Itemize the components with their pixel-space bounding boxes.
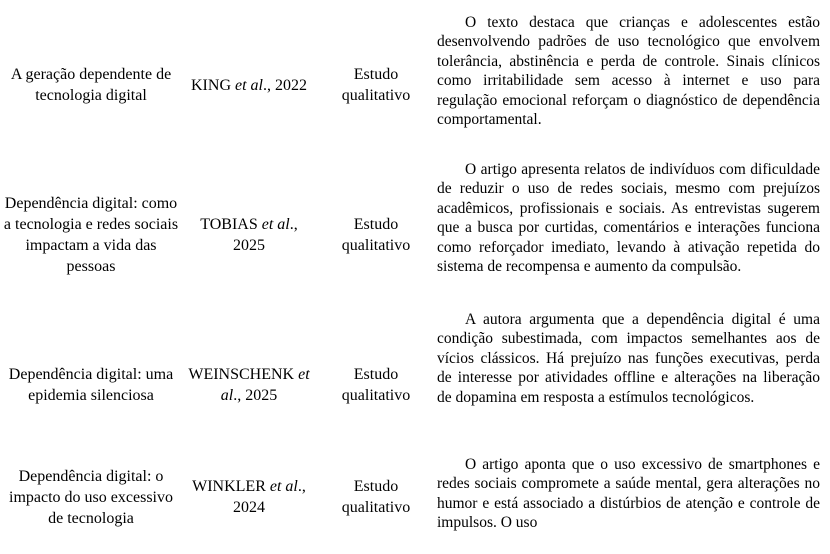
study-method-text: Estudo qualitativo — [341, 366, 411, 404]
study-title — [0, 160, 182, 310]
table-row — [0, 455, 830, 554]
study-author-text — [184, 364, 314, 406]
table-row — [0, 160, 830, 310]
author-etal: et al — [269, 478, 298, 495]
study-title — [0, 455, 182, 539]
study-title-text: A geração dependente de tecnologia digital — [10, 66, 172, 104]
author-year: ., 2025 — [233, 387, 278, 404]
study-title — [0, 310, 182, 460]
author-etal: et al — [220, 366, 310, 404]
author-etal: et al — [235, 76, 263, 94]
study-method-text: Estudo qualitativo — [341, 66, 411, 104]
study-title-text: Dependência digital: como a tecnologia e redes sociais impactam a vida das pessoas — [3, 195, 179, 275]
study-author — [182, 455, 316, 539]
author-name: WEINSCHENK — [188, 366, 295, 383]
author-name: KING — [191, 76, 231, 94]
study-author-text — [184, 476, 314, 518]
study-author — [182, 310, 316, 460]
author-name: TOBIAS — [200, 216, 258, 233]
study-author — [182, 10, 316, 160]
table-row — [0, 10, 830, 156]
author-year: ., 2022 — [263, 76, 307, 94]
author-year: ., 2025 — [233, 216, 298, 254]
author-etal: et al — [261, 216, 290, 233]
study-summary: O texto destaca que crianças e adolescentes estão desenvolvendo padrões de uso tecnológico que envolvem tolerância, abstinência e perda de controle. Sinais clínicos como irritabilidade sem acesso à internet e uso para regulação emocional reforçam o diagnóstico de dependência comportamental. — [437, 14, 820, 129]
author-name: WINKLER — [192, 478, 266, 495]
study-method-text: Estudo qualitativo — [341, 478, 411, 516]
study-method — [316, 10, 436, 160]
study-author-text — [191, 75, 307, 96]
study-method-text: Estudo qualitativo — [341, 216, 411, 254]
study-title-text: Dependência digital: uma epidemia silenciosa — [8, 366, 174, 404]
study-method — [316, 310, 436, 460]
study-method — [316, 455, 436, 539]
study-summary: O artigo aponta que o uso excessivo de smartphones e redes sociais compromete a saúde mental, gera alterações no humor e está associado a distúrbios de atenção e controle de impulsos. O uso — [437, 456, 820, 532]
study-title-text: Dependência digital: o impacto do uso excessivo de tecnologia — [9, 467, 173, 527]
study-summary: A autora argumenta que a dependência digital é uma condição subestimada, com impactos semelhantes aos de vícios clássicos. Há prejuízo nas funções executivas, perda de interesse por atividades offline e alterações na liberação de dopamina em resposta a estímulos tecnológicos. — [437, 311, 820, 406]
study-author — [182, 160, 316, 310]
study-summary: O artigo apresenta relatos de indivíduos com dificuldade de reduzir o uso de redes sociais, mesmo com prejuízos acadêmicos, profissionais e sociais. As entrevistas sugerem que a busca por curtidas, comentários e interações funciona como reforçador imediato, levando à ativação repetida do sistema de recompensa e aumento da compulsão. — [437, 161, 820, 276]
study-author-text — [189, 214, 309, 256]
table-row — [0, 310, 830, 430]
study-method — [316, 160, 436, 310]
study-title — [0, 10, 182, 160]
author-year: ., 2024 — [233, 478, 306, 516]
